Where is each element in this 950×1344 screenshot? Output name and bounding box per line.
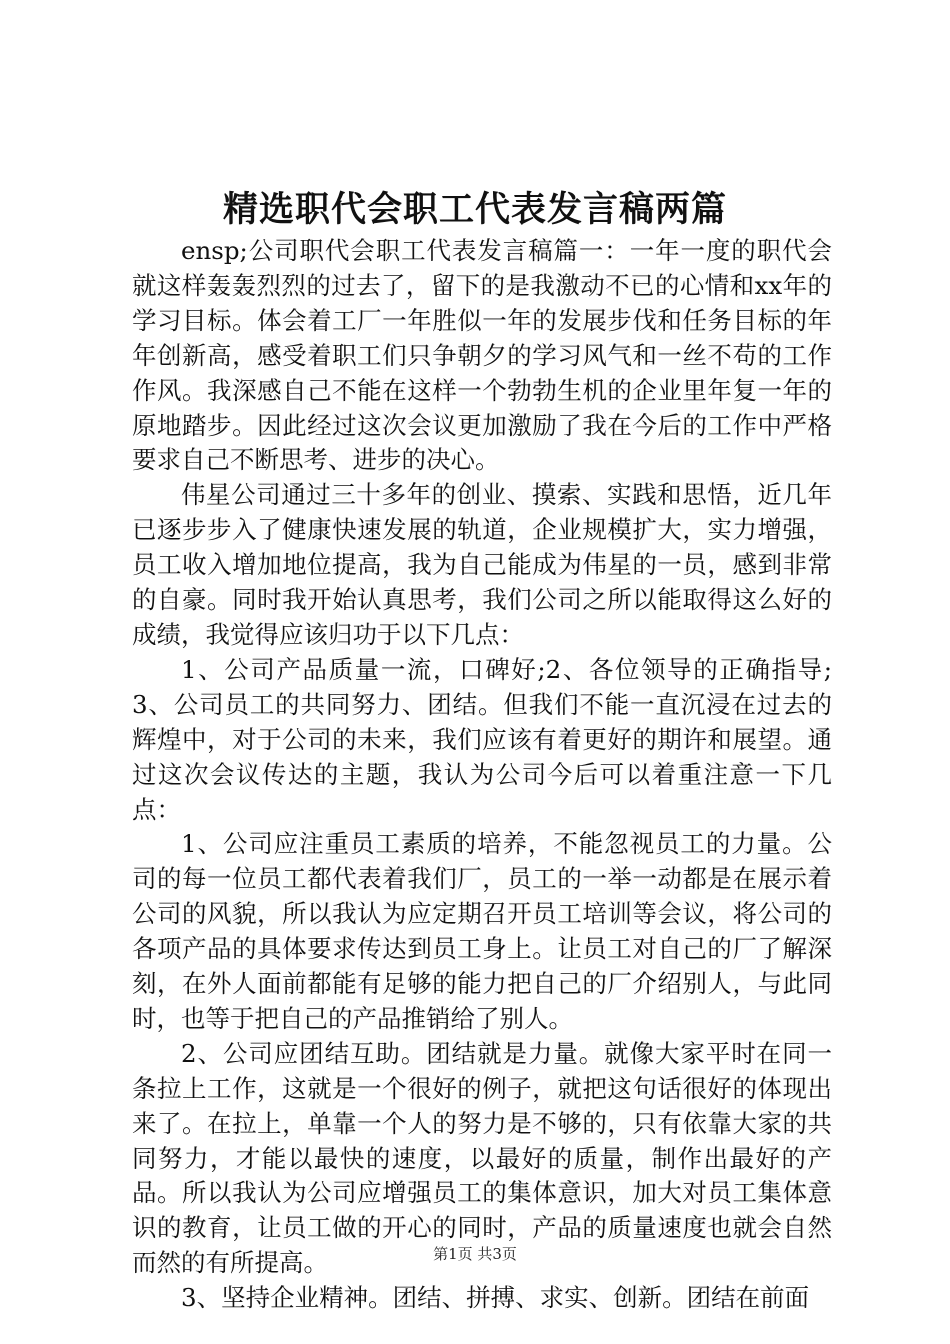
paragraph-4: 1、公司应注重员工素质的培养，不能忽视员工的力量。公司的每一位员工都代表着我们厂，员工的一举一动都是在展示着公司的风貌，所以我认为应定期召开员工培训等会议，将公司的各项产品的具体要求传达到员工身上。让员工对自己的厂了解深刻，在外人面前都能有足够的能力把自己的厂介绍别人，与此同时，也等于把自己的产品推销给了别人。 [132, 829, 832, 1033]
paragraph-5: 2、公司应团结互助。团结就是力量。就像大家平时在同一条拉上工作，这就是一个很好的例子，就把这句话很好的体现出来了。在拉上，单靠一个人的努力是不够的，只有依靠大家的共同努力，才能以最快的速度，以最好的质量，制作出最好的产品。所以我认为公司应增强员工的集体意识，加大对员工集体意识的教育，让员工做的开心的同时，产品的质量速度也就会自然而然的有所提高。 [132, 1038, 832, 1278]
document-body [132, 234, 832, 1316]
paragraph-2: 伟星公司通过三十多年的创业、摸索、实践和思悟，近几年已逐步步入了健康快速发展的轨道，企业规模扩大，实力增强，员工收入增加地位提高，我为自己能成为伟星的一员，感到非常的自豪。同时我开始认真思考，我们公司之所以能取得这么好的成绩，我觉得应该归功于以下几点： [132, 480, 832, 649]
paragraph-3: 1、公司产品质量一流，口碑好;2、各位领导的正确指导;3、公司员工的共同努力、团结。但我们不能一直沉浸在过去的辉煌中，对于公司的未来，我们应该有着更好的期许和展望。通过这次会议传达的主题，我认为公司今后可以着重注意一下几点： [132, 654, 832, 824]
paragraph-6: 3、坚持企业精神。团结、拼搏、求实、创新。团结在前面 [181, 1283, 810, 1313]
paragraph-1: ensp;公司职代会职工代表发言稿篇一：一年一度的职代会就这样轰轰烈烈的过去了，留下的是我激动不已的心情和xx年的学习目标。体会着工厂一年胜似一年的发展步伐和任务目标的年年创新高，感受着职工们只争朝夕的学习风气和一丝不苟的工作作风。我深感自己不能在这样一个勃勃生机的企业里年复一年的原地踏步。因此经过这次会议更加激励了我在今后的工作中严格要求自己不断思考、进步的决心。 [132, 236, 832, 475]
page-number-footer: 第1页 共3页 [433, 1245, 517, 1263]
document-title: 精选职代会职工代表发言稿两篇 [222, 189, 727, 230]
